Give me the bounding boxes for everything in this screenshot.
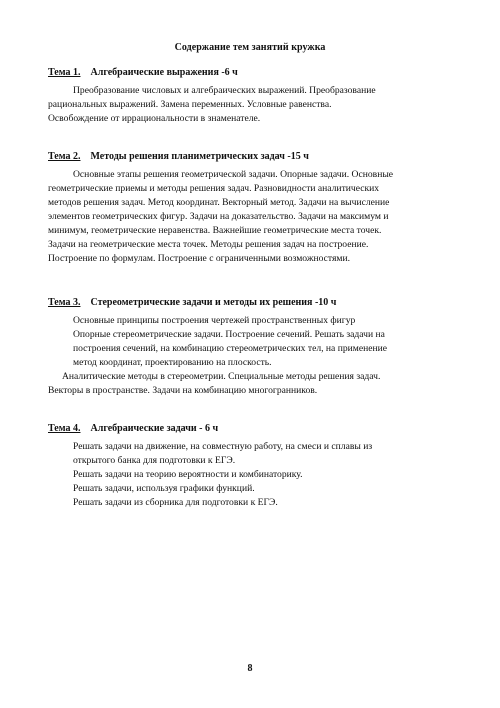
topic-1-number: Тема 1. (48, 67, 81, 78)
topic-2-number: Тема 2. (48, 151, 81, 162)
topic-2-line-1: Основные этапы решения геометрической задачи. Опорные задачи. Основные (73, 169, 394, 180)
topic-1-line-1: Преобразование числовых и алгебраических выражений. Преобразование (73, 85, 376, 96)
topic-1-heading (48, 66, 238, 80)
topic-3-heading (48, 296, 336, 310)
topic-1-line-2: рациональных выражений. Замена переменных. Условные равенства. (48, 99, 332, 110)
topic-4-heading (48, 422, 218, 436)
topic-2-line-4: элементов геометрических фигур. Задачи на доказательство. Задачи на максимум и (48, 211, 389, 222)
topic-3-number: Тема 3. (48, 297, 81, 308)
topic-3-line-6: Векторы в пространстве. Задачи на комбинацию многогранников. (48, 385, 318, 396)
topic-4-line-2: открытого банка для подготовки к ЕГЭ. (73, 455, 236, 466)
topic-3-line-5: Аналитические методы в стереометрии. Специальные методы решения задач. (62, 371, 381, 382)
topic-4-line-5: Решать задачи из сборника для подготовки к ЕГЭ. (73, 497, 278, 508)
topic-3-line-3: построения сечений, на комбинацию стереометрических тел, на применение (73, 343, 388, 354)
topic-4-line-1: Решать задачи на движение, на совместную работу, на смеси и сплавы из (73, 441, 373, 452)
topic-4-number: Тема 4. (48, 423, 81, 434)
topic-1-line-3: Освобождение от иррациональности в знаменателе. (48, 113, 261, 124)
topic-3-line-4: метод координат, проектированию на плоскость. (73, 357, 272, 368)
topic-2-line-2: геометрические приемы и методы решения задач. Разновидности аналитических (48, 183, 380, 194)
topic-2-line-5: минимум, геометрические неравенства. Важнейшие геометрические места точек. (48, 225, 382, 236)
topic-4-line-3: Решать задачи на теорию вероятности и комбинаторику. (73, 469, 303, 480)
topic-2-line-3: методов решения задач. Метод координат. Векторный метод. Задачи на вычисление (48, 197, 390, 208)
topic-3-line-2: Опорные стереометрические задачи. Построение сечений. Решать задачи на (73, 329, 385, 340)
topic-4-title: Алгебраические задачи - 6 ч (90, 423, 219, 434)
topic-2-title: Методы решения планиметрических задач -15 ч (90, 151, 309, 162)
topic-2-line-6: Задачи на геометрические места точек. Методы решения задач на построение. (48, 239, 369, 250)
topic-2-line-7: Построение по формулам. Построение с ограниченными возможностями. (48, 253, 351, 264)
topic-1-title: Алгебраические выражения -6 ч (90, 67, 238, 78)
topic-2-heading (48, 150, 309, 164)
page-title: Содержание тем занятий кружка (174, 42, 326, 53)
topic-3-line-1: Основные принципы построения чертежей пространственных фигур (73, 315, 356, 326)
topic-3-title: Стереометрические задачи и методы их решения -10 ч (90, 297, 337, 308)
page-number: 8 (247, 663, 253, 674)
topic-4-line-4: Решать задачи, используя графики функций. (73, 483, 255, 494)
